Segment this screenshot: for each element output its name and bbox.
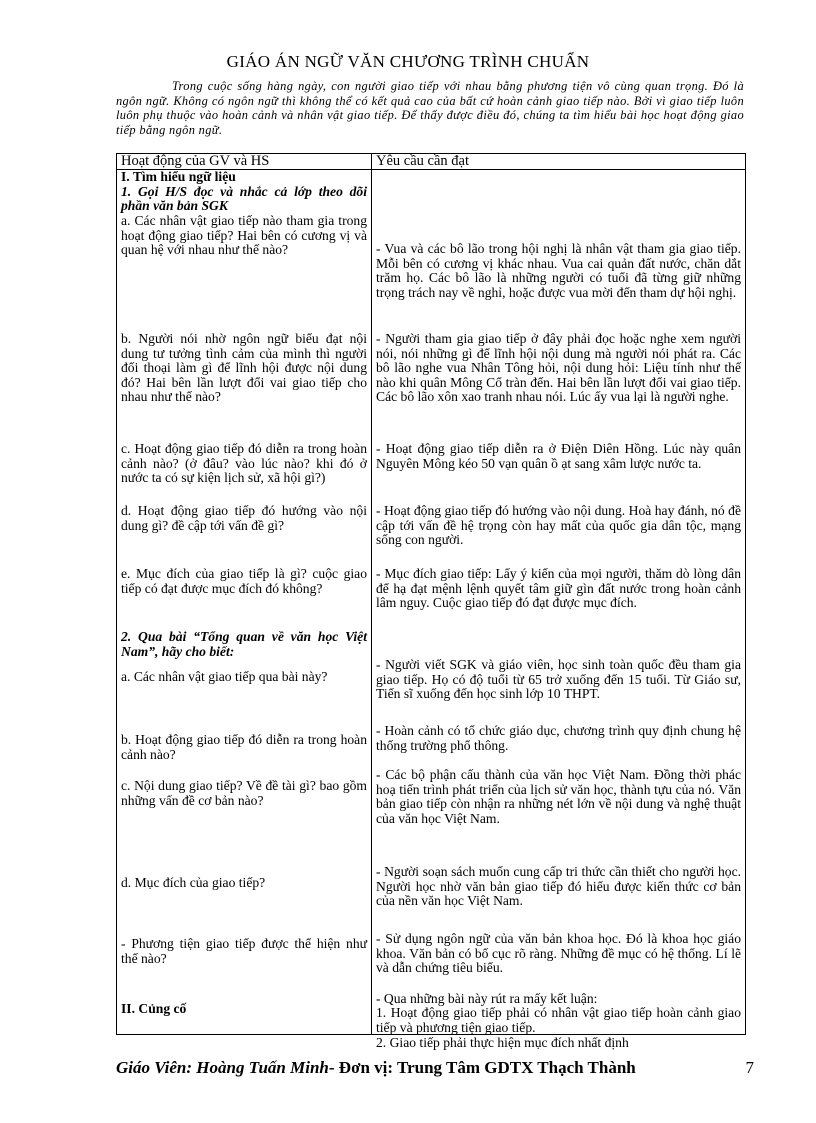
section-heading-2: 2. Qua bài “Tổng quan về văn học Việt Nam”, hãy cho biết: [121, 629, 367, 659]
section-heading-3: II. Củng cố [121, 1001, 187, 1016]
answer-2c: - Các bộ phận cấu thành của văn học Việt Nam. Đồng thời phác hoạ tiến trình phát triển của lịch sử văn học, thành tựu của nó. Văn bản giao tiếp còn nhận ra những nét lớn về nội dung và nghệ thuật của văn học Việt Nam. [376, 767, 741, 826]
answer-a: - Vua và các bô lão trong hội nghị là nhân vật tham gia giao tiếp. Mỗi bên có cương vị khác nhau. Vua cai quản đất nước, chăn dắt trăm họ. Các bô lão là những người có tuổi đã từng giữ những trọng trách nay về nghỉ, hoặc được vua mời đến tham dự hội nghị. [376, 241, 741, 300]
answer-3-intro: - Qua những bài này rút ra mấy kết luận: [376, 991, 598, 1006]
question-2a: a. Các nhân vật giao tiếp qua bài này? [121, 669, 328, 684]
page-footer [116, 1057, 754, 1079]
answer-c: - Hoạt động giao tiếp diễn ra ở Điện Diên Hồng. Lúc này quân Nguyên Mông kéo 50 vạn quân ồ ạt sang xâm lược nước ta. [376, 441, 741, 471]
answer-d: - Hoạt động giao tiếp đó hướng vào nội dung. Hoà hay đánh, nó đề cập tới vấn đề hệ trọng còn hay mất của quốc gia dân tộc, mạng sống con người. [376, 503, 741, 548]
question-d: d. Hoạt động giao tiếp đó hướng vào nội dung gì? đề cập tới vấn đề gì? [121, 503, 367, 533]
answer-2a: - Người viết SGK và giáo viên, học sinh toàn quốc đều tham gia giao tiếp. Họ có độ tuổi từ 65 trở xuống đến 15 tuổi. Từ Giáo sư, Tiến sĩ xuống đến học sinh lớp 10 THPT. [376, 657, 741, 702]
table-header-row [117, 154, 746, 170]
footer-teacher: Giáo Viên: Hoàng Tuấn Minh [116, 1058, 329, 1077]
activities-cell [117, 170, 372, 1035]
question-2d: d. Mục đích của giao tiếp? [121, 875, 266, 890]
section-heading-1-1: 1. Gọi H/S đọc và nhắc cả lớp theo dõi phần văn bản SGK [121, 183, 367, 214]
answer-3-conclusion-1: 1. Hoạt động giao tiếp phải có nhân vật giao tiếp hoàn cảnh giao tiếp và phương tiện giao tiếp. [376, 1005, 741, 1035]
lesson-table [116, 153, 746, 1050]
answer-2e: - Sử dụng ngôn ngữ của văn bản khoa học. Đó là khoa học giáo khoa. Văn bản có bố cục rõ ràng. Những đề mục có hệ thống. Lí lẽ và dẫn chứng tiêu biểu. [376, 931, 741, 976]
question-2c: c. Nội dung giao tiếp? Về đề tài gì? bao gồm những vấn đề cơ bản nào? [121, 778, 367, 808]
page-number: 7 [745, 1058, 754, 1077]
requirements-cell [372, 170, 746, 1050]
footer-unit: - Đơn vị: Trung Tâm GDTX Thạch Thành [328, 1058, 636, 1077]
question-2b: b. Hoạt động giao tiếp đó diễn ra trong hoàn cảnh nào? [121, 732, 367, 762]
question-b: b. Người nói nhờ ngôn ngữ biểu đạt nội dung tư tưởng tình cảm của mình thì người đối thoại làm gì để lĩnh hội được nội dung đó? Hai bên lần lượt đổi vai giao tiếp cho nhau như thế nào? [121, 331, 367, 405]
intro-paragraph: Trong cuộc sống hàng ngày, con người giao tiếp với nhau bằng phương tiện vô cùng quan trọng. Đó là ngôn ngữ. Không có ngôn ngữ thì không thể có kết quả cao của bất cứ hoàn cảnh giao tiếp nào. Bởi vì giao tiếp luôn luôn phụ thuộc vào hoàn cảnh và nhân vật giao tiếp. Để thấy được điều đó, chúng ta tìm hiểu bài học hoạt động giao tiếp bằng ngôn ngữ. [116, 79, 744, 137]
answer-b: - Người tham gia giao tiếp ở đây phải đọc hoặc nghe xem người nói, nói những gì để lĩnh hội nội dung mà người nói phát ra. Các bô lão nghe vua Nhân Tông hỏi, nội dung hỏi: Liệu tính như thế nào khi quân Mông Cổ tràn đến. Hai bên lần lượt đổi vai giao tiếp. Các bô lão xôn xao tranh nhau nói. Lúc ấy vua lại là người nghe. [376, 331, 741, 405]
question-2e: - Phương tiện giao tiếp được thể hiện như thế nào? [121, 936, 367, 966]
table-body-row [117, 170, 746, 1035]
answer-2b: - Hoàn cảnh có tổ chức giáo dục, chương trình quy định chung hệ thống trường phổ thông. [376, 723, 741, 753]
section-heading-1: I. Tìm hiểu ngữ liệu [121, 169, 236, 184]
answer-e: - Mục đích giao tiếp: Lấy ý kiến của mọi người, thăm dò lòng dân để hạ đạt mệnh lệnh quyết tâm giữ gìn đất nước trong hoàn cảnh lâm nguy. Cuộc giao tiếp đó đạt được mục đích. [376, 566, 741, 611]
column-header-activities: Hoạt động của GV và HS [117, 154, 372, 170]
page-header-title: GIÁO ÁN NGỮ VĂN CHƯƠNG TRÌNH CHUẨN [226, 52, 590, 71]
answer-2d: - Người soạn sách muốn cung cấp tri thức cần thiết cho người học. Người học nhờ văn bản giao tiếp đó hiểu được kiến thức cơ bản của nền văn học Việt Nam. [376, 864, 741, 909]
question-c: c. Hoạt động giao tiếp đó diễn ra trong hoàn cảnh nào? (ở đâu? vào lúc nào? khi đó ở nước ta có sự kiện lịch sử, xã hội gì?) [121, 441, 367, 486]
question-a: a. Các nhân vật giao tiếp nào tham gia trong hoạt động giao tiếp? Hai bên có cương vị và quan hệ với nhau như thế nào? [121, 213, 367, 258]
answer-3-conclusion-2: 2. Giao tiếp phải thực hiện mục đích nhất định [376, 1035, 629, 1050]
column-header-requirements: Yêu cầu cần đạt [372, 154, 746, 170]
question-e: e. Mục đích của giao tiếp là gì? cuộc giao tiếp có đạt được mục đích đó không? [121, 566, 367, 596]
